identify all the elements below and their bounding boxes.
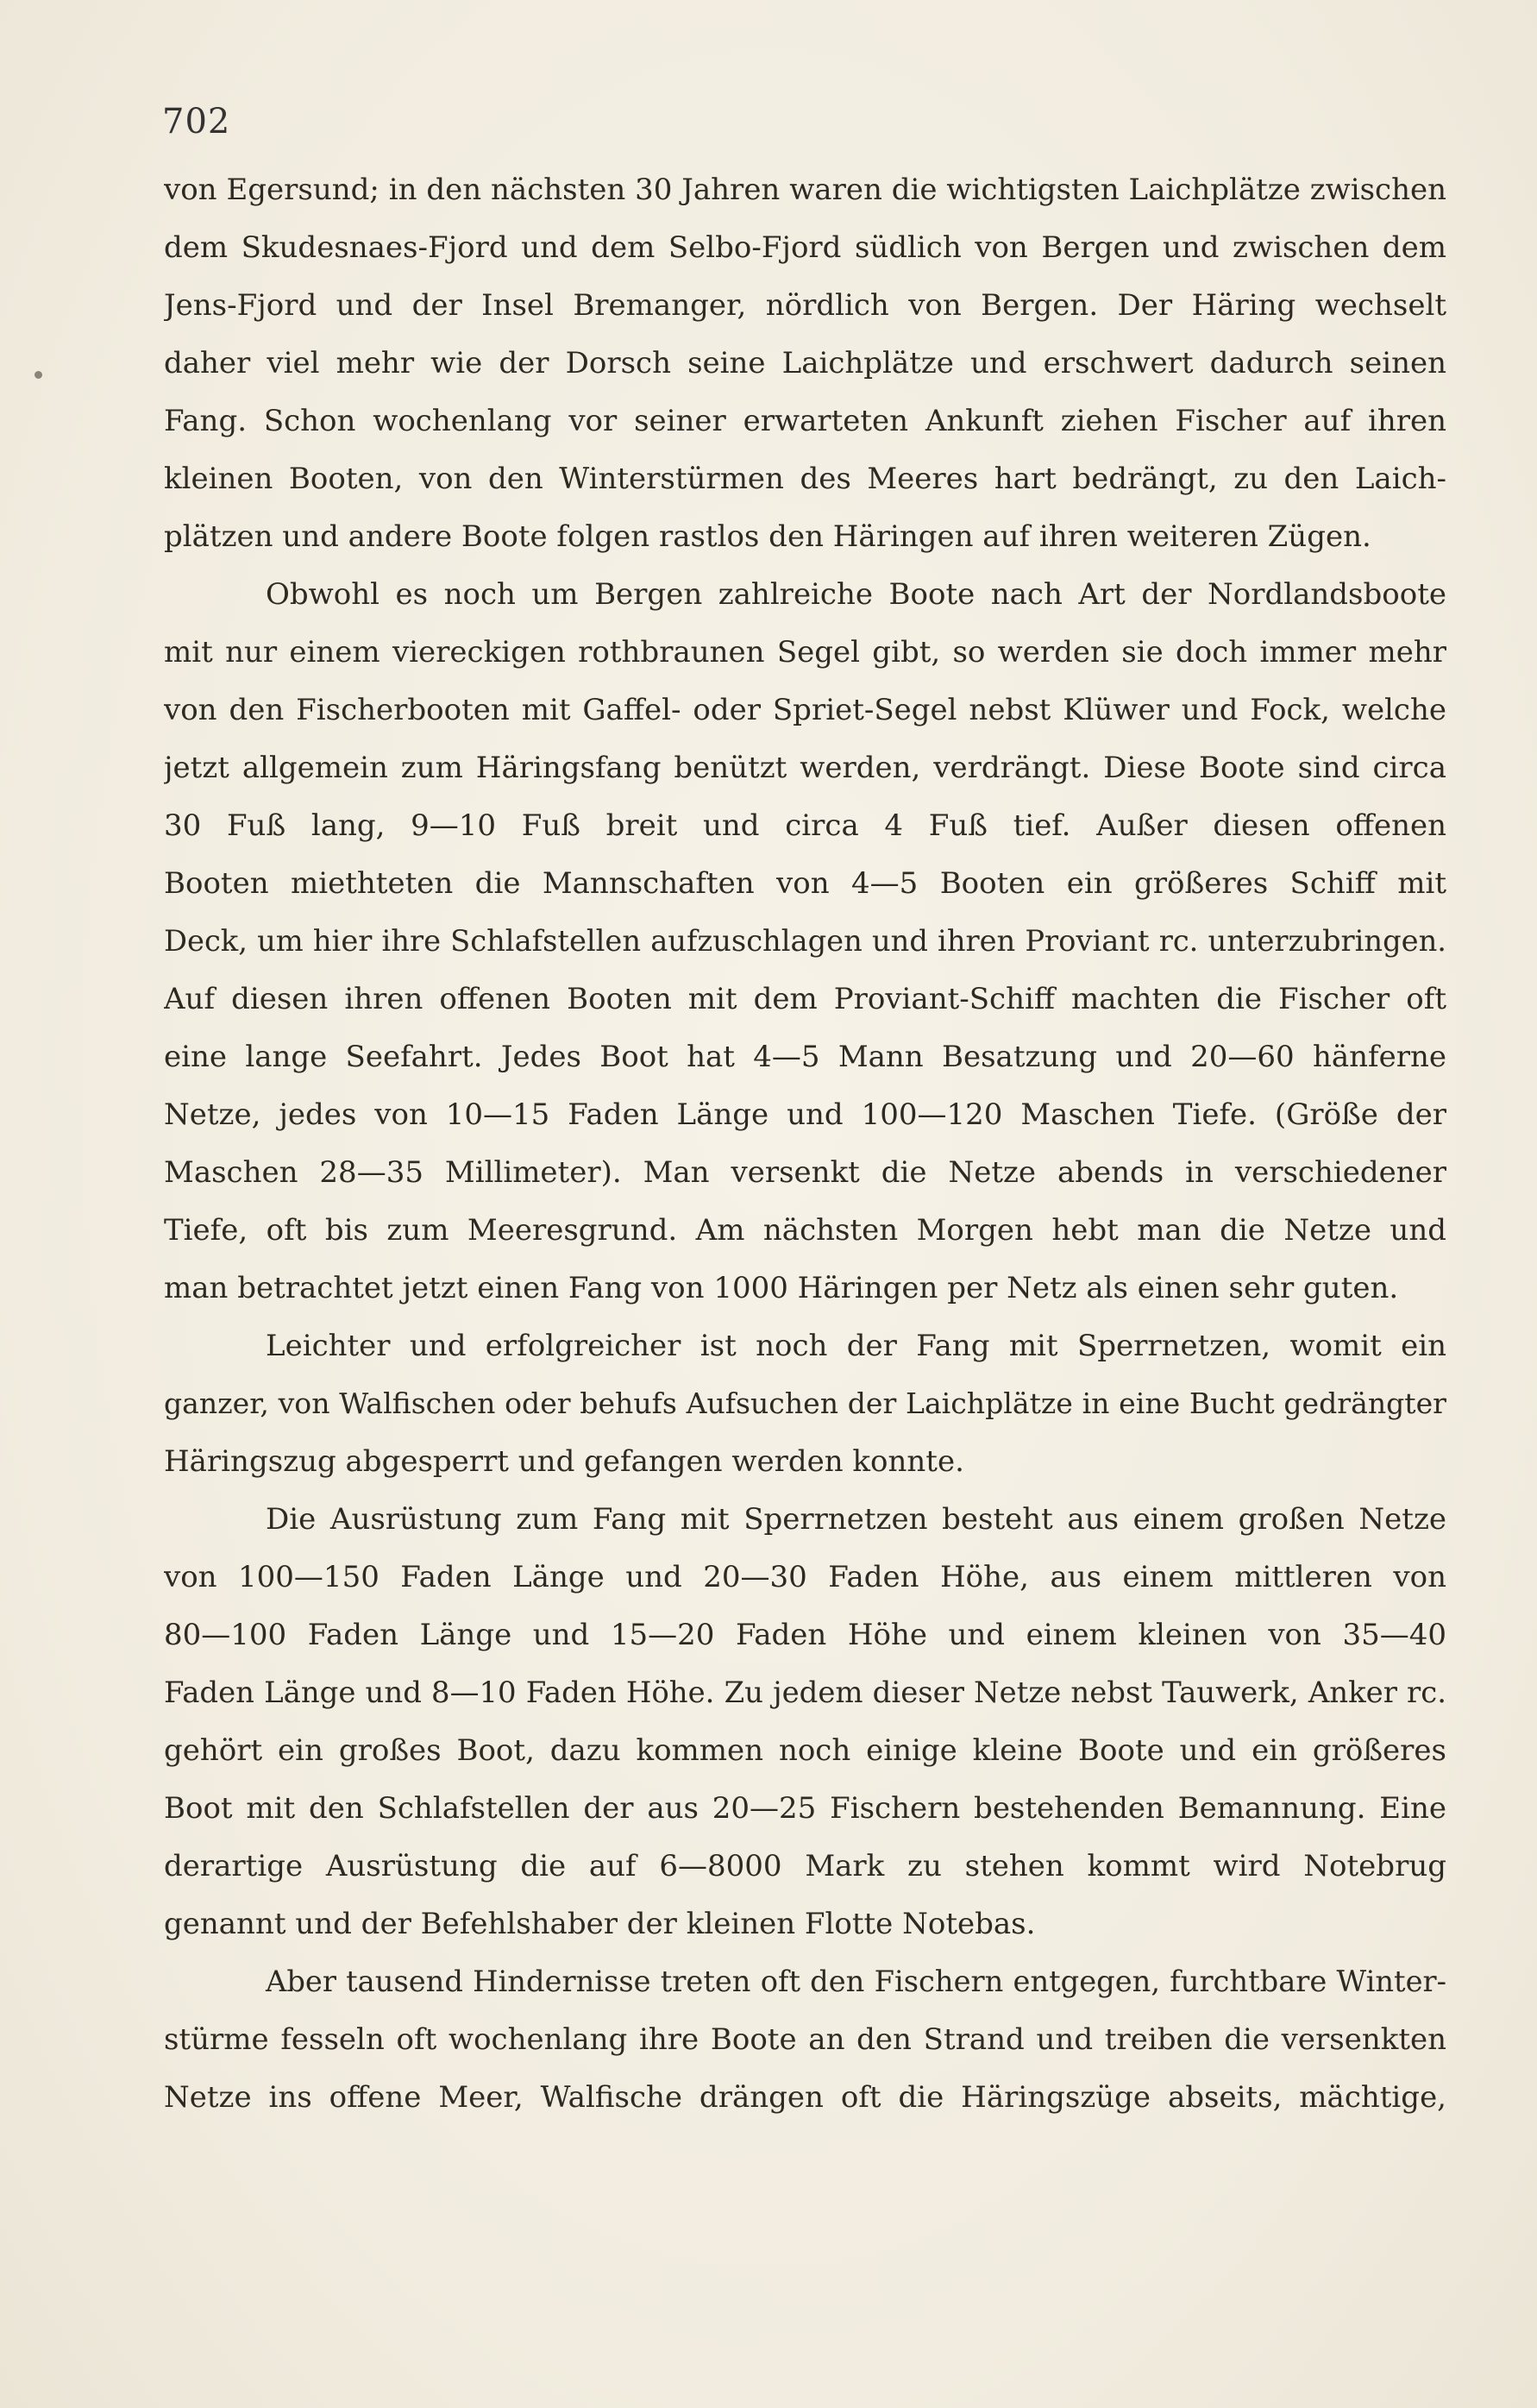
text-line: von den Fischerbooten mit Gaffel- oder Spriet-Segel nebst Klüwer und Fock, welche	[164, 693, 1446, 727]
text-line: plätzen und andere Boote folgen rastlos den Häringen auf ihren weiteren Zügen.	[164, 519, 1371, 554]
text-line: Netze ins offene Meer, Walfische drängen oft die Häringszüge abseits, mächtige,	[164, 2080, 1446, 2115]
text-line: Leichter und erfolgreicher ist noch der Fang mit Sperrnetzen, womit ein	[266, 1329, 1446, 1363]
text-line: 30 Fuß lang, 9—10 Fuß breit und circa 4 Fuß tief. Außer diesen offenen	[164, 808, 1446, 843]
text-line: eine lange Seefahrt. Jedes Boot hat 4—5 Mann Besatzung und 20—60 hänferne	[164, 1040, 1446, 1074]
text-line: Maschen 28—35 Millimeter). Man versenkt die Netze abends in verschiedener	[164, 1155, 1446, 1190]
text-line: Netze, jedes von 10—15 Faden Länge und 100—120 Maschen Tiefe. (Größe der	[164, 1097, 1446, 1132]
margin-dot	[35, 371, 42, 379]
text-line: genannt und der Befehlshaber der kleinen Flotte Notebas.	[164, 1907, 1036, 1941]
text-line: von Egersund; in den nächsten 30 Jahren waren die wichtigsten Laichplätze zwischen	[164, 173, 1446, 207]
text-line: Auf diesen ihren offenen Booten mit dem Proviant-Schiff machten die Fischer oft	[164, 982, 1446, 1016]
text-line: Häringszug abgesperrt und gefangen werden konnte.	[164, 1444, 964, 1479]
text-line: Tiefe, oft bis zum Meeresgrund. Am nächsten Morgen hebt man die Netze und	[164, 1213, 1446, 1248]
text-line: jetzt allgemein zum Häringsfang benützt werden, verdrängt. Diese Boote sind circa	[164, 751, 1446, 785]
text-line: Obwohl es noch um Bergen zahlreiche Boote nach Art der Nordlandsboote	[266, 577, 1446, 612]
text-line: von 100—150 Faden Länge und 20—30 Faden Höhe, aus einem mittleren von	[164, 1560, 1446, 1594]
text-line: mit nur einem viereckigen rothbraunen Segel gibt, so werden sie doch immer mehr	[164, 635, 1446, 670]
text-line: Aber tausend Hindernisse treten oft den Fischern entgegen, furchtbare Winter-	[266, 1965, 1446, 1998]
text-line: man betrachtet jetzt einen Fang von 1000 Häringen per Netz als einen sehr guten.	[164, 1271, 1399, 1305]
text-line: Faden Länge und 8—10 Faden Höhe. Zu jedem dieser Netze nebst Tauwerk, Anker rc.	[164, 1676, 1446, 1709]
body-text	[164, 173, 1446, 2138]
text-line: dem Skudesnaes-Fjord und dem Selbo-Fjord südlich von Bergen und zwischen dem	[164, 230, 1446, 265]
text-line: kleinen Booten, von den Winterstürmen des Meeres hart bedrängt, zu den Laich-	[164, 462, 1446, 496]
text-line: Fang. Schon wochenlang vor seiner erwarteten Ankunft ziehen Fischer auf ihren	[164, 404, 1446, 438]
text-line: Jens-Fjord und der Insel Bremanger, nördlich von Bergen. Der Häring wechselt	[164, 288, 1446, 323]
page-number: 702	[162, 102, 231, 141]
text-line: Die Ausrüstung zum Fang mit Sperrnetzen besteht aus einem großen Netze	[266, 1502, 1446, 1537]
text-line: 80—100 Faden Länge und 15—20 Faden Höhe und einem kleinen von 35—40	[164, 1618, 1446, 1652]
text-line: gehört ein großes Boot, dazu kommen noch einige kleine Boote und ein größeres	[164, 1733, 1446, 1768]
text-line: ganzer, von Walfischen oder behufs Aufsuchen der Laichplätze in eine Bucht gedrängter	[164, 1386, 1446, 1420]
text-line: Booten miethteten die Mannschaften von 4—5 Booten ein größeres Schiff mit	[164, 866, 1446, 901]
text-line: Deck, um hier ihre Schlafstellen aufzuschlagen und ihren Proviant rc. unterzubringen.	[164, 924, 1446, 958]
text-line: daher viel mehr wie der Dorsch seine Laichplätze und erschwert dadurch seinen	[164, 346, 1446, 380]
text-line: derartige Ausrüstung die auf 6—8000 Mark zu stehen kommt wird Notebrug	[164, 1849, 1446, 1883]
text-line: stürme fesseln oft wochenlang ihre Boote an den Strand und treiben die versenkten	[164, 2022, 1446, 2057]
text-line: Boot mit den Schlafstellen der aus 20—25 Fischern bestehenden Bemannung. Eine	[164, 1791, 1446, 1826]
